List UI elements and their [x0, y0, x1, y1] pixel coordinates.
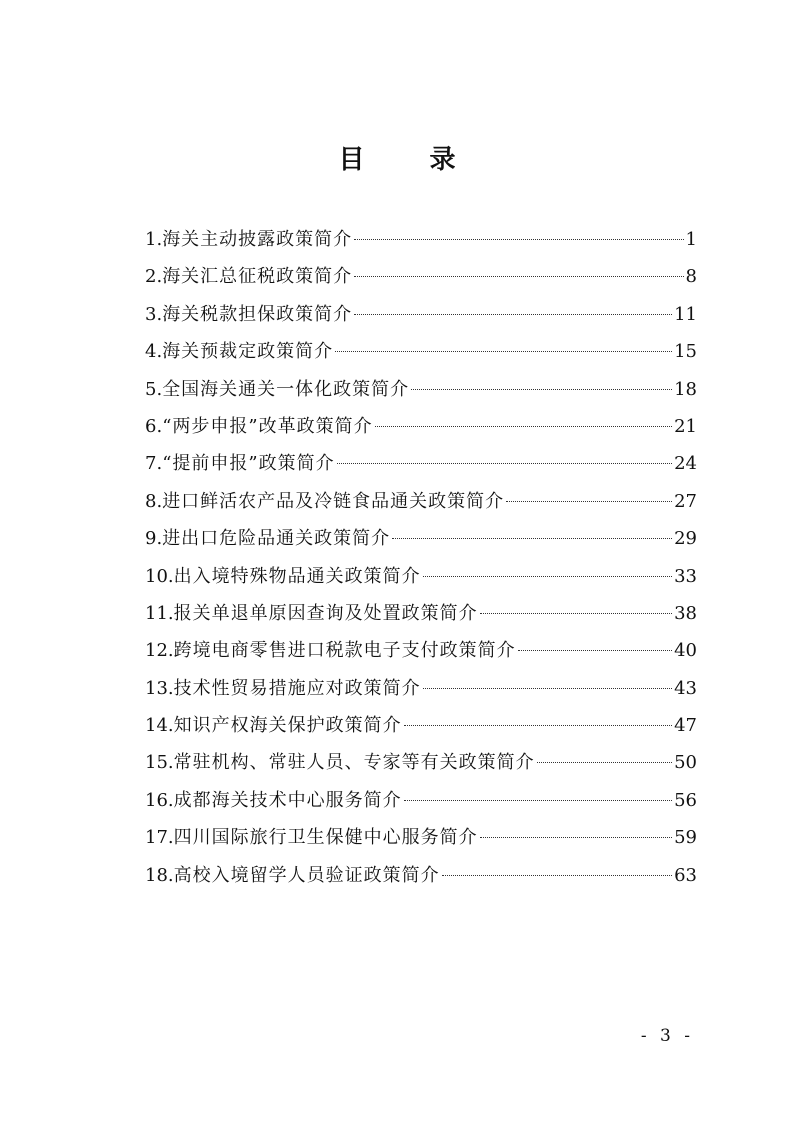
- entry-title: 海关汇总征税政策简介: [162, 266, 353, 288]
- dot-leader: [537, 762, 672, 763]
- entry-title: 全国海关通关一体化政策简介: [162, 378, 410, 400]
- dot-leader: [337, 463, 673, 464]
- entry-title: 海关税款担保政策简介: [162, 303, 353, 325]
- entry-title: 报关单退单原因查询及处置政策简介: [173, 602, 478, 624]
- entry-page-number: 50: [674, 752, 697, 774]
- dot-leader: [442, 875, 672, 876]
- entry-page-number: 15: [674, 341, 697, 363]
- dot-leader: [354, 276, 683, 277]
- entry-page-number: 21: [674, 415, 697, 437]
- entry-page-number: 8: [685, 266, 697, 288]
- entry-title: 进出口危险品通关政策简介: [162, 528, 391, 550]
- entry-page-number: 24: [674, 453, 697, 475]
- toc-title: 目 录: [338, 145, 484, 175]
- entry-title: 知识产权海关保护政策简介: [173, 715, 402, 737]
- table-of-contents: [145, 223, 697, 896]
- entry-title: 技术性贸易措施应对政策简介: [173, 677, 421, 699]
- dot-leader: [480, 837, 672, 838]
- entry-page-number: 38: [674, 602, 697, 624]
- toc-entry[interactable]: [145, 709, 697, 746]
- entry-page-number: 47: [674, 715, 697, 737]
- entry-title: 海关主动披露政策简介: [162, 229, 353, 250]
- entry-number: 4.: [145, 341, 163, 363]
- entry-page-number: 29: [674, 528, 697, 550]
- dot-leader: [392, 538, 672, 539]
- entry-title: “两步申报”改革政策简介: [162, 415, 373, 437]
- toc-entry[interactable]: [145, 260, 697, 297]
- toc-entry[interactable]: [145, 634, 697, 671]
- dot-leader: [404, 725, 672, 726]
- entry-number: 2.: [145, 266, 163, 288]
- entry-number: 17.: [145, 827, 174, 849]
- dot-leader: [354, 239, 683, 240]
- toc-entry[interactable]: [145, 859, 697, 896]
- toc-entry[interactable]: [145, 335, 697, 372]
- entry-number: 13.: [145, 677, 174, 699]
- entry-number: 8.: [145, 490, 163, 512]
- toc-entry[interactable]: [145, 821, 697, 858]
- entry-number: 1.: [145, 229, 163, 250]
- dot-leader: [404, 800, 672, 801]
- dot-leader: [480, 613, 672, 614]
- entry-title: 海关预裁定政策简介: [162, 341, 334, 363]
- toc-entry[interactable]: [145, 522, 697, 559]
- entry-page-number: 33: [674, 565, 697, 587]
- toc-entry[interactable]: [145, 784, 697, 821]
- dot-leader: [423, 688, 672, 689]
- entry-number: 14.: [145, 715, 174, 737]
- entry-title: 进口鲜活农产品及冷链食品通关政策简介: [162, 490, 505, 512]
- entry-page-number: 43: [674, 677, 697, 699]
- toc-entry[interactable]: [145, 410, 697, 447]
- entry-title: 四川国际旅行卫生保健中心服务简介: [173, 827, 478, 849]
- entry-title: 高校入境留学人员验证政策简介: [173, 864, 440, 886]
- page-number: - 3 -: [640, 1026, 694, 1046]
- entry-number: 5.: [145, 378, 163, 400]
- toc-entry[interactable]: [145, 373, 697, 410]
- entry-page-number: 27: [674, 490, 697, 512]
- entry-page-number: 59: [674, 827, 697, 849]
- dot-leader: [518, 650, 672, 651]
- entry-number: 18.: [145, 864, 174, 886]
- entry-page-number: 11: [674, 303, 697, 325]
- entry-number: 16.: [145, 789, 174, 811]
- entry-number: 15.: [145, 752, 174, 774]
- toc-entry[interactable]: [145, 223, 697, 260]
- dot-leader: [354, 314, 672, 315]
- entry-number: 3.: [145, 303, 163, 325]
- entry-page-number: 40: [674, 640, 697, 662]
- entry-number: 6.: [145, 415, 163, 437]
- dot-leader: [423, 576, 672, 577]
- toc-entry[interactable]: [145, 560, 697, 597]
- toc-entry[interactable]: [145, 746, 697, 783]
- dot-leader: [506, 501, 672, 502]
- dot-leader: [375, 426, 673, 427]
- entry-number: 10.: [145, 565, 174, 587]
- entry-title: 常驻机构、常驻人员、专家等有关政策简介: [173, 752, 535, 774]
- toc-entry[interactable]: [145, 298, 697, 335]
- entry-title: “提前申报”政策简介: [162, 453, 335, 475]
- entry-page-number: 63: [674, 864, 697, 886]
- entry-title: 跨境电商零售进口税款电子支付政策简介: [173, 640, 516, 662]
- entry-title: 成都海关技术中心服务简介: [173, 789, 402, 811]
- entry-number: 12.: [145, 640, 174, 662]
- entry-page-number: 56: [674, 789, 697, 811]
- toc-entry[interactable]: [145, 485, 697, 522]
- entry-page-number: 18: [674, 378, 697, 400]
- entry-number: 7.: [145, 453, 163, 475]
- entry-number: 11.: [145, 602, 174, 624]
- toc-entry[interactable]: [145, 672, 697, 709]
- dot-leader: [335, 351, 672, 352]
- entry-number: 9.: [145, 528, 163, 550]
- toc-entry[interactable]: [145, 597, 697, 634]
- toc-entry[interactable]: [145, 447, 697, 484]
- entry-page-number: 1: [685, 229, 697, 250]
- dot-leader: [411, 389, 672, 390]
- entry-title: 出入境特殊物品通关政策简介: [173, 565, 421, 587]
